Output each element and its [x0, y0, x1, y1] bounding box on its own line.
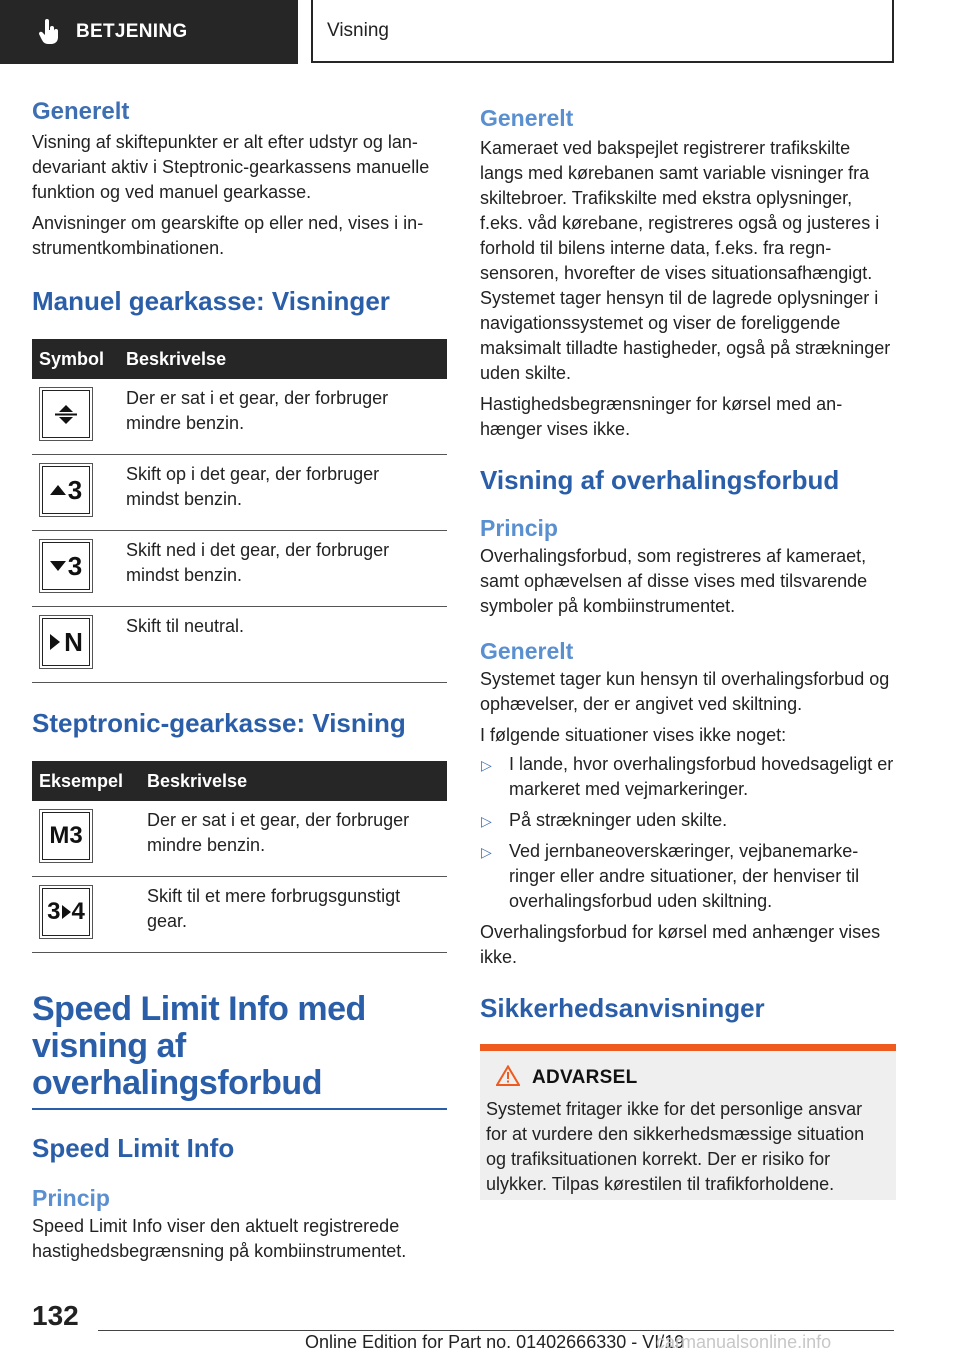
generelt-paragraph-2: Hastighedsbegrænsninger for kørsel med anhænger vises ikke. — [480, 394, 843, 439]
generelt2-paragraph-3: Overhalingsforbud for kørsel med anhænger vises ikke. — [480, 922, 881, 967]
speed-title-line-3: overhalingsforbud — [32, 1064, 322, 1102]
warning-label: ADVARSEL — [532, 1067, 638, 1088]
triangle-bullet-icon: ▷ — [481, 757, 492, 773]
col-desc: Beskrivelse — [126, 348, 227, 369]
row-desc: Skift til et mere forbrugsgunstigt gear. — [147, 886, 401, 931]
row-desc: Skift ned i det gear, der forbruger mindst benzin. — [126, 540, 390, 585]
princip-heading: Princip — [32, 1185, 110, 1211]
steptronic-heading: Steptronic-gearkasse: Visning — [32, 708, 406, 738]
page-footer — [0, 1290, 960, 1362]
table-row — [32, 607, 447, 683]
steptronic-table — [32, 761, 447, 953]
generelt2-paragraph-2: I følgende situationer vises ikke noget: — [480, 725, 787, 745]
chapter-tab — [0, 0, 298, 64]
footer-rule — [98, 1330, 894, 1331]
page-header — [0, 0, 960, 66]
hand-pointer-icon — [38, 19, 60, 45]
col-symbol: Symbol — [39, 348, 105, 369]
generelt-heading: Generelt — [480, 105, 574, 131]
sikkerhed-heading: Sikkerhedsanvisninger — [480, 993, 765, 1023]
sli-heading: Speed Limit Info — [32, 1133, 235, 1163]
edition-text: Online Edition for Part no. 01402666330 - VI/19 — [305, 1332, 685, 1352]
left-column — [32, 98, 447, 1264]
table-row — [32, 801, 447, 877]
col-symbol: Eksempel — [39, 770, 124, 791]
speed-title-line-1: Speed Limit Info med — [32, 990, 366, 1028]
situation-list — [480, 752, 896, 914]
speed-limit-title — [32, 991, 447, 1102]
col-desc: Beskrivelse — [147, 770, 248, 791]
page-number: 132 — [32, 1300, 79, 1331]
shift-up-icon: 3 — [39, 463, 93, 517]
manual-gear-m3-icon: M3 — [39, 809, 93, 863]
table-header — [32, 339, 447, 379]
princip-paragraph: Overhalingsforbud, som registreres af kameraet, samt ophævelsen af disse vises med tilsvarende symboler på kombiinstrumentet. — [480, 546, 868, 616]
row-desc: Skift op i det gear, der forbruger mindst benzin. — [126, 464, 380, 509]
shift-down-icon: 3 — [39, 539, 93, 593]
generelt2-heading: Generelt — [480, 638, 574, 664]
overhaling-heading: Visning af overhalingsforbud — [480, 465, 840, 495]
watermark: carmanualsonline.info — [656, 1332, 832, 1352]
warning-text: Systemet fritager ikke for det personlige ansvar for at vurdere den sikkerhedsmæssige situation og trafiksituationen korrekt. Der er risiko for ulykker. Tilpas kørestilen til trafikforholdene. — [486, 1099, 865, 1194]
title-rule — [32, 1108, 447, 1110]
list-item: ▷ På strækninger uden skilte. — [480, 808, 896, 833]
gear-ok-icon — [39, 387, 93, 441]
generelt-paragraph-1: Visning af skiftepunkter er alt efter udstyr og landevariant aktiv i Steptronic-gearkassens manuelle funktion og ved manuel gearkasse. — [32, 132, 430, 202]
generelt-paragraph-2: Anvisninger om gearskifte op eller ned, vises i instrumentkombinationen. — [32, 213, 424, 258]
section-label: Visning — [327, 19, 389, 41]
list-item: ▷ I lande, hvor overhalingsforbud hovedsageligt er markeret med vejmarkeringer. — [481, 754, 894, 799]
table-row — [32, 379, 447, 455]
warning-box — [480, 1044, 896, 1200]
triangle-bullet-icon: ▷ — [481, 813, 492, 829]
row-desc: Der er sat i et gear, der forbruger mindre benzin. — [147, 810, 410, 855]
shift-neutral-icon: N — [39, 615, 93, 669]
generelt2-paragraph-1: Systemet tager kun hensyn til overhalingsforbud og ophævelser, der er angivet ved skiltning. — [480, 669, 890, 714]
row-desc: Skift til neutral. — [126, 616, 245, 636]
princip-heading: Princip — [480, 515, 558, 541]
generelt-paragraph-1: Kameraet ved bakspejlet registrerer trafikskilte langs med kørebanen samt variable visninger fra skiltebroer. Trafikskilte med ekstra oplysninger, f.eks. våd kørebane, registreres også og justeres i forhold til bilens interne data, f.eks. fra regnsensoren, hvorefter de vises situationsafhængigt. Systemet tager hensyn til de lagrede oplysninger i navigationssystemet og viser de foreliggende maksimalt tilladte hastigheder, også på strækninger uden skilte. — [480, 138, 891, 383]
warning-triangle-icon — [496, 1065, 520, 1091]
table-row — [32, 531, 447, 607]
manuel-heading: Manuel gearkasse: Visninger — [32, 286, 390, 316]
speed-title-line-2: visning af — [32, 1027, 186, 1065]
table-row — [32, 455, 447, 531]
triangle-bullet-icon: ▷ — [481, 844, 492, 860]
chapter-label: BETJENING — [76, 21, 188, 42]
manuel-table — [32, 339, 447, 683]
table-row — [32, 877, 447, 953]
princip-paragraph: Speed Limit Info viser den aktuelt registrerede hastighedsbegrænsning på kombiinstrumentet. — [32, 1216, 407, 1261]
table-header — [32, 761, 447, 801]
row-desc: Der er sat i et gear, der forbruger mindre benzin. — [126, 388, 389, 433]
list-item: ▷ Ved jernbaneoverskæringer, vejbanemarkeringer eller andre situationer, der henviser til overhalingsforbud uden skiltning. — [481, 841, 860, 911]
shift-3-to-4-icon: 3 4 — [39, 885, 93, 939]
section-tab — [311, 0, 894, 63]
generelt-heading: Generelt — [32, 98, 130, 125]
right-column — [480, 104, 896, 1200]
